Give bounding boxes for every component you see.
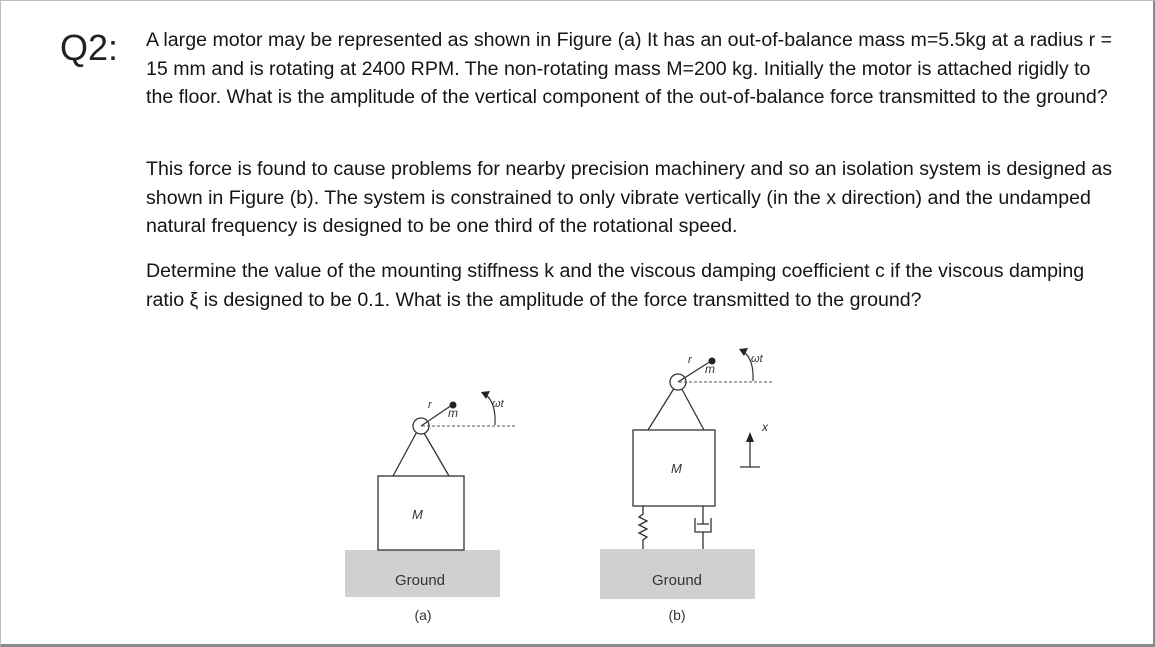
angle-label: ωt (751, 353, 763, 365)
rotor-mass-label: m (448, 406, 458, 420)
question-paragraph-3: Determine the value of the mounting stiffness k and the viscous damping coefficient c if the viscous damping ratio ξ is designed to be 0.1. What is the amplitude of the force transmitted to the ground? (146, 260, 1085, 311)
figure-a (340, 375, 540, 635)
damper (695, 506, 711, 549)
question-number: Q2: (60, 27, 119, 68)
figure-b-drawing (595, 340, 795, 640)
ground-label: Ground (651, 572, 703, 589)
ground-label: Ground (394, 572, 446, 589)
figure-caption-b: (b) (668, 607, 686, 623)
radius-label: r (688, 354, 692, 366)
mass-label: M (671, 461, 682, 476)
displacement-label: x (762, 420, 768, 434)
support-strut-left (393, 426, 420, 476)
question-paragraph-2: This force is found to cause problems for nearby precision machinery and so an isolation system is designed as shown in Figure (b). The system is constrained to only vibrate vertically (in the x direction) and the undamped natural frequency is designed to be one third of the rotational speed. (146, 158, 1113, 237)
question-paragraph-1: A large motor may be represented as shown in Figure (a) It has an out-of-balance mass m=5.5kg at a radius r = 15 mm and is rotating at 2400 RPM. The non-rotating mass M=200 kg. Initially the motor is attached rigidly to the floor. What is the amplitude of the vertical component of the out-of-balance force transmitted to the ground? (146, 29, 1113, 108)
displacement-arrow (740, 432, 760, 467)
figure-caption-a: (a) (414, 607, 432, 623)
figure-a-drawing (340, 375, 540, 635)
angle-label: ωt (492, 398, 504, 410)
radius-label: r (428, 399, 432, 411)
rotor-mass-label: m (705, 362, 715, 376)
figure-b (595, 340, 795, 640)
mass-label: M (412, 507, 423, 522)
spring (639, 506, 647, 549)
